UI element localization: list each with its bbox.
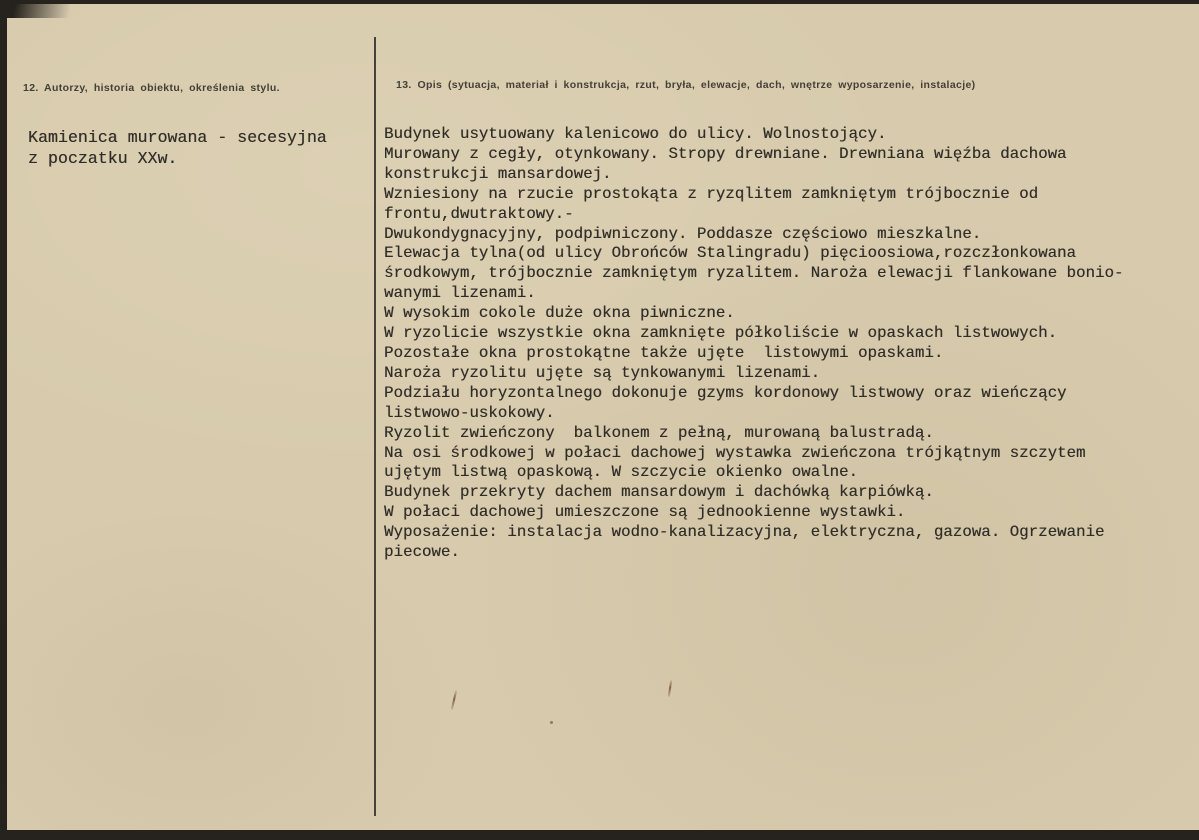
- text-line: Murowany z cegły, otynkowany. Stropy drewniane. Drewniana więźba dachowa: [384, 144, 1067, 163]
- record-card-paper: [7, 4, 1199, 830]
- text-line: Elewacja tylna(od ulicy Obrońców Stalingradu) pięcioosiowa,rozczłonkowana: [384, 244, 1077, 263]
- field-12-number: 12.: [23, 82, 39, 94]
- paper-scratch-mark: [451, 690, 457, 710]
- text-line: Pozostałe okna prostokątne także ujęte listowymi opaskami.: [384, 343, 944, 362]
- field-12-typewritten-text: [28, 127, 363, 169]
- text-line: z poczatku XXw.: [28, 149, 178, 168]
- text-line: Naroża ryzolitu ujęte są tynkowanymi lizenami.: [384, 363, 821, 382]
- text-line: W wysokim cokole duże okna piwniczne.: [384, 304, 735, 323]
- text-line: piecowe.: [384, 543, 460, 562]
- field-12-authors-style: [23, 82, 363, 169]
- field-13-description: [384, 79, 1194, 563]
- text-line: Kamienica murowana - secesyjna: [28, 128, 327, 147]
- text-line: wanymi lizenami.: [384, 284, 536, 303]
- text-line: Wzniesiony na rzucie prostokąta z ryzqlitem zamkniętym trójbocznie od: [384, 184, 1039, 203]
- text-line: Dwukondygnacyjny, podpiwniczony. Poddasze częściowo mieszkalne.: [384, 224, 982, 243]
- field-13-label: [384, 79, 1194, 91]
- column-divider: [374, 37, 376, 816]
- text-line: konstrukcji mansardowej.: [384, 164, 612, 183]
- field-12-label: [23, 82, 363, 94]
- field-13-typewritten-text: [384, 125, 1194, 563]
- text-line: ujętym listwą opaskową. W szczycie okienko owalne.: [384, 463, 858, 482]
- field-13-number: 13.: [396, 79, 412, 91]
- text-line: Ryzolit zwieńczony balkonem z pełną, murowaną balustradą.: [384, 423, 934, 442]
- paper-speck: [550, 721, 553, 724]
- field-12-title: Autorzy, historia obiektu, określenia stylu.: [44, 82, 280, 94]
- text-line: Na osi środkowej w połaci dachowej wystawka zwieńczona trójkątnym szczytem: [384, 443, 1086, 462]
- text-line: Wyposażenie: instalacja wodno-kanalizacyjna, elektryczna, gazowa. Ogrzewanie: [384, 523, 1105, 542]
- text-line: frontu,dwutraktowy.-: [384, 204, 574, 223]
- text-line: Budynek przekryty dachem mansardowym i dachówką karpiówką.: [384, 483, 934, 502]
- text-line: listwowo-uskokowy.: [384, 403, 555, 422]
- text-line: Podziału horyzontalnego dokonuje gzyms kordonowy listwowy oraz wieńczący: [384, 383, 1067, 402]
- field-13-title: Opis (sytuacja, materiał i konstrukcja, rzut, bryła, elewacje, dach, wnętrze wyposarzenie, instalacje): [417, 79, 976, 91]
- text-line: W połaci dachowej umieszczone są jednookienne wystawki.: [384, 503, 906, 522]
- text-line: Budynek usytuowany kalenicowo do ulicy. Wolnostojący.: [384, 125, 887, 143]
- scan-corner-shadow: [7, 4, 97, 18]
- paper-scratch-mark: [668, 680, 673, 697]
- text-line: W ryzolicie wszystkie okna zamknięte półkoliście w opaskach listwowych.: [384, 324, 1058, 343]
- text-line: środkowym, trójbocznie zamkniętym ryzalitem. Naroża elewacji flankowane bonio-: [384, 264, 1124, 283]
